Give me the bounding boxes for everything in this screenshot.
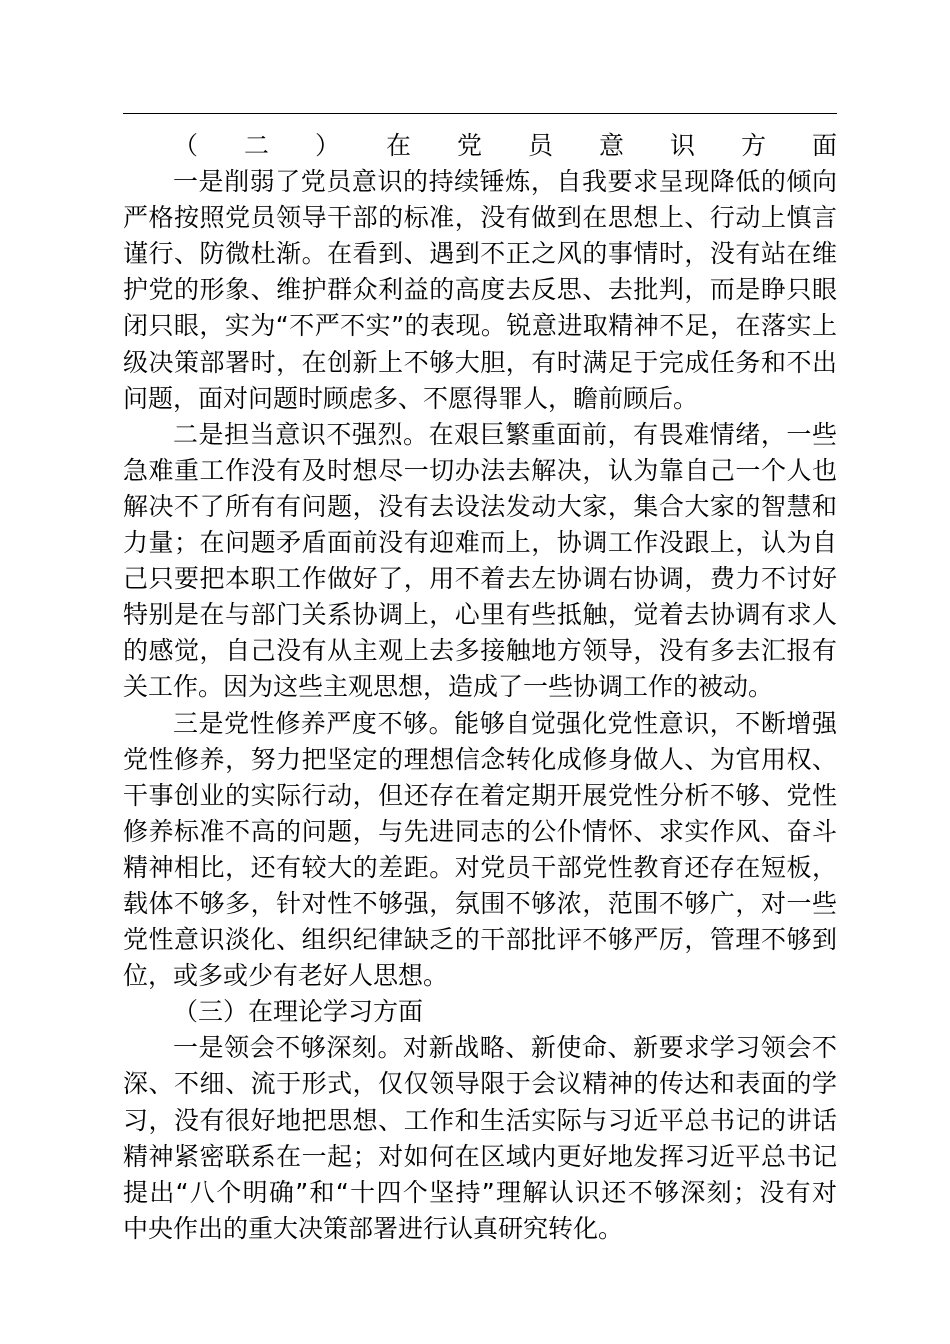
paragraph-line: 严格按照党员领导干部的标准，没有做到在思想上、行动上慎言	[123, 203, 837, 233]
paragraph-line: 级决策部署时，在创新上不够大胆，有时满足于完成任务和不出	[123, 347, 837, 377]
paragraph-line: 一是削弱了党员意识的持续锤炼，自我要求呈现降低的倾向	[173, 167, 837, 197]
paragraph-line: 精神相比，还有较大的差距。对党员干部党性教育还存在短板，	[123, 852, 837, 882]
paragraph-line: 干事创业的实际行动，但还存在着定期开展党性分析不够、党性	[123, 780, 837, 810]
paragraph-line: 位，或多或少有老好人思想。	[123, 961, 449, 991]
body-text	[123, 128, 837, 1247]
section-heading-party-awareness: （二）在党员意识方面	[173, 131, 837, 160]
paragraph-line: 特别是在与部门关系协调上，心里有些抵触，觉着去协调有求人	[123, 600, 837, 630]
paragraph-line: 护党的形象、维护群众利益的高度去反思、去批判，而是睁只眼	[123, 275, 837, 305]
paragraph-line: 党性意识淡化、组织纪律缺乏的干部批评不够严厉，管理不够到	[123, 925, 837, 955]
paragraph-line: 己只要把本职工作做好了，用不着去左协调右协调，费力不讨好	[123, 564, 837, 594]
paragraph-line: 力量；在问题矛盾面前没有迎难而上，协调工作没跟上，认为自	[123, 528, 837, 558]
paragraph-line: 谨行、防微杜渐。在看到、遇到不正之风的事情时，没有站在维	[123, 239, 837, 269]
section-heading-theory-study: （三）在理论学习方面	[173, 997, 424, 1027]
paragraph-line: 的感觉，自己没有从主观上去多接触地方领导，没有多去汇报有	[123, 636, 837, 666]
paragraph-line: 修养标准不高的问题，与先进同志的公仆情怀、求实作风、奋斗	[123, 816, 837, 846]
paragraph-line: 精神紧密联系在一起；对如何在区域内更好地发挥习近平总书记	[123, 1141, 837, 1171]
paragraph-line: 中央作出的重大决策部署进行认真研究转化。	[123, 1213, 624, 1243]
paragraph-line: 三是党性修养严度不够。能够自觉强化党性意识，不断增强	[173, 708, 837, 738]
paragraph-line: 深、不细、流于形式，仅仅领导限于会议精神的传达和表面的学	[123, 1069, 837, 1099]
paragraph-line: 二是担当意识不强烈。在艰巨繁重面前，有畏难情绪，一些	[173, 419, 837, 449]
paragraph-line: 党性修养，努力把坚定的理想信念转化成修身做人、为官用权、	[123, 744, 837, 774]
paragraph-line: 解决不了所有有问题，没有去设法发动大家，集合大家的智慧和	[123, 491, 837, 521]
paragraph-line: 急难重工作没有及时想尽一切办法去解决，认为靠自己一个人也	[123, 455, 837, 485]
paragraph-line: 一是领会不够深刻。对新战略、新使命、新要求学习领会不	[173, 1033, 837, 1063]
header-rule	[123, 113, 837, 114]
paragraph-line: 习，没有很好地把思想、工作和生活实际与习近平总书记的讲话	[123, 1105, 837, 1135]
paragraph-line: 问题，面对问题时顾虑多、不愿得罪人，瞻前顾后。	[123, 383, 699, 413]
paragraph-line: 闭只眼，实为“不严不实”的表现。锐意进取精神不足，在落实上	[123, 311, 837, 341]
paragraph-line: 提出“八个明确”和“十四个坚持”理解认识还不够深刻；没有对	[123, 1177, 837, 1207]
paragraph-line: 关工作。因为这些主观思想，造成了一些协调工作的被动。	[123, 672, 774, 702]
paragraph-line: 载体不够多，针对性不够强，氛围不够浓，范围不够广，对一些	[123, 888, 837, 918]
